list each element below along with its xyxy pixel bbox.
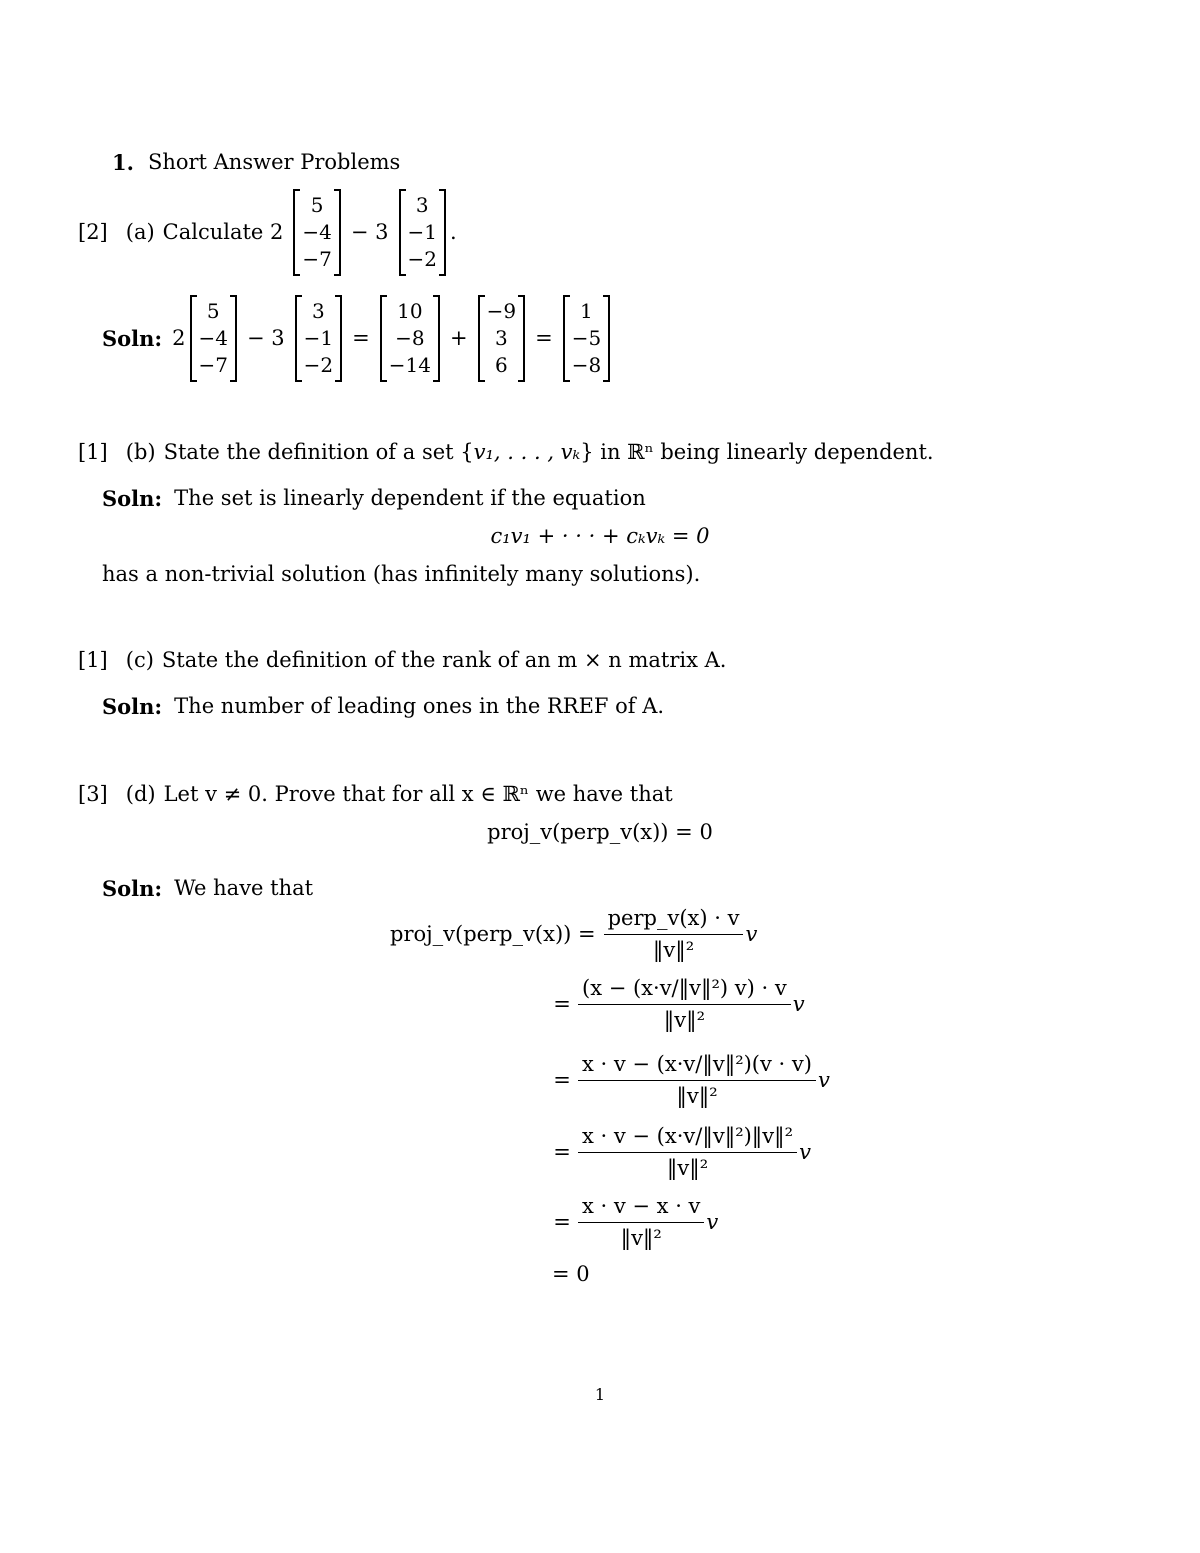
fraction-numerator: x · v − x · v (578, 1194, 704, 1223)
matrix-cell: 3 (312, 299, 325, 323)
solution-d (102, 876, 313, 901)
derivation-line-5 (548, 1194, 718, 1251)
fraction (578, 976, 791, 1033)
sol-matrix-1 (190, 296, 237, 381)
solution-a (102, 296, 614, 381)
fraction-denominator: ‖v‖² (620, 1226, 662, 1251)
soln-label-c: Soln: (102, 694, 163, 719)
fraction (578, 1052, 816, 1109)
soln-label-d: Soln: (102, 876, 163, 901)
result-matrix-3 (563, 296, 610, 381)
prompt-b-set: v₁, . . . , vₖ (473, 440, 581, 464)
fraction-numerator: perp_v(x) · v (604, 906, 744, 935)
page-number: 1 (594, 1385, 606, 1404)
solution-c (102, 694, 664, 719)
plus-sign: + (449, 325, 468, 350)
derivation-line-3 (548, 1052, 830, 1109)
fraction-numerator: x · v − (x·v/‖v‖²)‖v‖² (578, 1124, 797, 1153)
soln-text-b: The set is linearly dependent if the equation (174, 486, 646, 510)
section-heading (112, 150, 400, 175)
fraction (578, 1194, 704, 1251)
vector-v: v (817, 1068, 830, 1093)
operator: − 3 (350, 219, 389, 244)
equals-sign: = (352, 325, 370, 350)
section-number: 1. (112, 150, 134, 175)
soln-label-b: Soln: (102, 486, 163, 511)
marks-a: [2] (78, 219, 108, 244)
derivation-line-2 (548, 976, 805, 1033)
matrix-cell: −9 (486, 299, 517, 323)
derivation-line-6: = 0 (552, 1262, 590, 1286)
label-b: (b) (125, 440, 156, 464)
result-matrix-2 (478, 296, 525, 381)
matrix-cell: 5 (206, 299, 220, 323)
vector-v: v (799, 1140, 811, 1165)
equals-sign: = (553, 1140, 571, 1165)
vector-v: v (792, 992, 805, 1017)
matrix-cell: −7 (198, 353, 229, 377)
fraction-denominator: ‖v‖² (663, 1008, 706, 1033)
matrix-1 (293, 190, 340, 275)
matrix-cell: −2 (407, 247, 437, 271)
matrix-cell: −5 (571, 326, 602, 350)
fraction (578, 1124, 797, 1181)
equation-b: c₁v₁ + · · · + cₖvₖ = 0 (490, 524, 710, 548)
section-title: Short Answer Problems (147, 150, 401, 174)
matrix-cell: 6 (494, 353, 508, 377)
soln-text-d: We have that (174, 876, 314, 900)
prompt-b-pre: State the definition of a set { (163, 440, 474, 464)
derivation-lhs: proj_v(perp_v(x)) = (390, 922, 596, 947)
matrix-cell: −4 (302, 220, 332, 244)
matrix-cell: −7 (302, 247, 332, 271)
matrix-cell: −1 (407, 220, 437, 244)
operator: − 3 (247, 325, 285, 350)
soln-label-a: Soln: (102, 325, 163, 351)
vector-v: v (745, 922, 758, 947)
equals-sign: = (535, 325, 553, 350)
coef: 2 (172, 325, 186, 350)
period: . (450, 219, 457, 244)
prompt-a: Calculate 2 (162, 219, 284, 244)
fraction-denominator: ‖v‖² (676, 1084, 718, 1109)
prompt-c: State the definition of the rank of an m × n matrix A. (161, 648, 727, 672)
derivation-line-4 (548, 1124, 811, 1181)
matrix-cell: −8 (395, 326, 425, 350)
fraction-numerator: x · v − (x·v/‖v‖²)(v · v) (578, 1052, 816, 1081)
matrix-cell: −1 (303, 326, 334, 350)
matrix-cell: 5 (310, 193, 324, 217)
fraction-denominator: ‖v‖² (652, 938, 695, 963)
prompt-b-post: } in ℝⁿ being linearly dependent. (580, 440, 934, 464)
label-c: (c) (125, 648, 154, 672)
label-a: (a) (125, 219, 155, 244)
result-matrix-1 (380, 296, 440, 381)
marks-c: [1] (78, 648, 108, 672)
equals-sign: = (553, 1210, 571, 1235)
vector-v: v (706, 1210, 719, 1235)
fraction-denominator: ‖v‖² (666, 1156, 709, 1181)
derivation-line-1 (390, 906, 757, 963)
matrix-cell: −2 (303, 353, 334, 377)
matrix-cell: 10 (397, 299, 423, 323)
equals-sign: = (553, 992, 571, 1017)
equals-sign: = (553, 1068, 571, 1093)
matrix-cell: 1 (580, 299, 593, 323)
sol-matrix-2 (295, 296, 342, 381)
matrix-cell: 3 (494, 326, 508, 350)
marks-d: [3] (78, 782, 108, 806)
question-d (78, 782, 673, 807)
label-d: (d) (125, 782, 156, 806)
question-b (78, 440, 934, 465)
prompt-d: Let v ≠ 0. Prove that for all x ∈ ℝⁿ we have that (163, 782, 673, 806)
matrix-cell: 3 (415, 193, 429, 217)
fraction-numerator: (x − (x·v/‖v‖²) v) · v (578, 976, 791, 1005)
soln-tail-b: has a non-trivial solution (has infinitely many solutions). (102, 562, 701, 586)
question-c (78, 648, 726, 673)
question-a (78, 190, 457, 275)
solution-b (102, 486, 646, 511)
soln-text-c: The number of leading ones in the RREF of A. (174, 694, 665, 718)
matrix-cell: −4 (198, 326, 229, 350)
claim-d: proj_v(perp_v(x)) = 0 (487, 820, 713, 844)
marks-b: [1] (78, 440, 108, 464)
fraction (604, 906, 744, 963)
matrix-cell: −14 (388, 353, 431, 377)
matrix-cell: −8 (571, 353, 602, 377)
matrix-2 (399, 190, 446, 275)
